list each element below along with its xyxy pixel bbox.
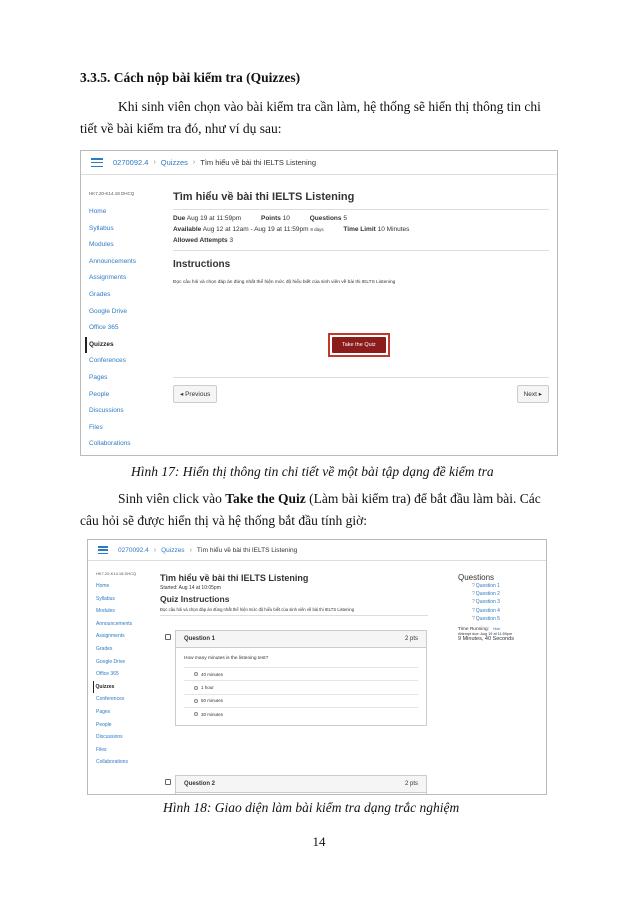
top-bar: [81, 151, 557, 175]
question-link-label: Question 4: [475, 607, 500, 614]
sidebar-item-people[interactable]: People: [96, 721, 112, 728]
sidebar-item-syllabus[interactable]: Syllabus: [89, 224, 114, 232]
course-sidebar: [81, 175, 171, 455]
take-quiz-button[interactable]: Take the Quiz: [332, 337, 386, 353]
question-link[interactable]: [472, 582, 540, 590]
quiz-title: Tìm hiểu về bài thi IELTS Listening: [160, 573, 309, 583]
sidebar-item-announcements[interactable]: Announcements: [96, 620, 133, 627]
quiz-taking-area: [160, 561, 428, 794]
figure-18-caption: Hình 18: Giao diện làm bài kiểm tra dạng trắc nghiệm: [163, 800, 460, 815]
time-running-label: Time Running:: [458, 626, 490, 632]
question-2-header: [176, 776, 426, 793]
started-time: Started: Aug 14 at 10:05pm: [160, 585, 221, 591]
sidebar-item-quizzes[interactable]: Quizzes: [93, 681, 157, 694]
question-2-text: [176, 793, 426, 795]
points-value: 10: [282, 215, 290, 222]
quiz-instructions-text: Đọc câu hỏi và chọn đáp án đúng nhất thể hiện mức độ hiểu biết của sinh viên về bài thi IELTS Listening: [160, 607, 355, 612]
time-limit-label: Time Limit: [343, 226, 376, 233]
paragraph-2-line-2: câu hỏi sẽ được hiển thị và hệ thống bắt đầu tính giờ:: [80, 513, 368, 528]
radio-icon[interactable]: [194, 712, 198, 716]
radio-icon[interactable]: [194, 686, 198, 690]
question-2-name: Question 2: [184, 781, 216, 787]
paragraph-2-line-1: [118, 488, 541, 510]
sidebar-item-people[interactable]: People: [89, 390, 110, 398]
question-link[interactable]: [472, 615, 540, 623]
sidebar-item-pages[interactable]: Pages: [96, 708, 111, 715]
breadcrumb-separator-icon: ›: [189, 546, 192, 554]
due-value: Aug 19 at 11:59pm: [186, 215, 242, 222]
question-status-icon: ?: [472, 599, 475, 606]
attempt-due: Attempt due: Aug 19 at 11:59pm: [458, 631, 513, 636]
figure-18-screenshot: [87, 539, 547, 795]
question-2-card: [175, 775, 427, 795]
question-status-icon: ?: [472, 591, 475, 598]
quiz-meta-row-1: [173, 213, 549, 224]
hide-timer-link[interactable]: Hide: [493, 626, 501, 631]
quiz-meta-row-2: [173, 224, 549, 235]
breadcrumb-course[interactable]: 0270092.4: [118, 546, 149, 554]
quiz-details: [173, 175, 549, 455]
course-code: HK7.20-K14.18 DHCQ: [89, 191, 135, 196]
answer-label: 40 minutes: [201, 671, 224, 677]
sidebar-item-collaborations[interactable]: Collaborations: [96, 759, 128, 766]
flag-question-1-icon[interactable]: [165, 634, 171, 640]
sidebar-item-google-drive[interactable]: Google Drive: [96, 658, 126, 665]
question-link-label: Question 2: [475, 591, 500, 598]
question-link[interactable]: [472, 607, 540, 615]
sidebar-item-google-drive[interactable]: Google Drive: [89, 307, 127, 315]
hamburger-menu-icon[interactable]: [91, 158, 103, 167]
question-1-header: [176, 631, 426, 648]
sidebar-item-assignments[interactable]: Assignments: [89, 274, 127, 282]
sidebar-item-announcements[interactable]: Announcements: [89, 257, 136, 265]
sidebar-item-discussions[interactable]: Discussions: [96, 734, 123, 741]
sidebar-item-grades[interactable]: Grades: [89, 290, 111, 298]
breadcrumb-separator-icon: ›: [153, 546, 157, 554]
available-label: Available: [173, 226, 202, 233]
sidebar-item-conferences[interactable]: Conferences: [89, 357, 126, 365]
sidebar-item-collaborations[interactable]: Collaborations: [89, 440, 131, 448]
sidebar-item-assignments[interactable]: Assignments: [96, 633, 125, 640]
paragraph-1-line-2: tiết về bài kiểm tra đó, như ví dụ sau:: [80, 121, 282, 136]
questions-label: Questions: [309, 215, 342, 222]
timer-value: 9 Minutes, 40 Seconds: [458, 635, 514, 642]
sidebar-item-syllabus[interactable]: Syllabus: [96, 595, 115, 602]
sidebar-item-files[interactable]: Files: [89, 423, 103, 431]
question-status-icon: ?: [472, 607, 475, 614]
answer-option[interactable]: [184, 707, 418, 720]
question-2-points: 2 pts: [404, 781, 418, 787]
sidebar-item-home[interactable]: Home: [89, 208, 107, 215]
answer-label: 1 hour: [201, 684, 214, 690]
time-limit-value: 10 Minutes: [377, 226, 410, 233]
answer-option[interactable]: [184, 680, 418, 693]
paragraph-2-bold: Take the Quiz: [225, 491, 306, 506]
sidebar-item-discussions[interactable]: Discussions: [89, 407, 124, 415]
radio-icon[interactable]: [194, 672, 198, 676]
quiz-meta-row-3: [173, 235, 549, 246]
answer-option[interactable]: [184, 694, 418, 707]
available-value: Aug 12 at 12am - Aug 19 at 11:59pm: [202, 226, 309, 233]
question-1-card: [175, 630, 427, 726]
instructions-text: Đọc câu hỏi và chọn đáp án đúng nhất thể hiện mức độ hiểu biết của sinh viên về bài thi IELTS Listening: [173, 280, 396, 285]
instructions-title: Instructions: [173, 259, 231, 270]
question-1-name: Question 1: [184, 636, 216, 642]
question-link-label: Question 1: [475, 583, 500, 589]
breadcrumb-course[interactable]: 0270092.4: [113, 158, 149, 167]
question-1-points: 2 pts: [404, 636, 418, 642]
sidebar-item-conferences[interactable]: Conferences: [96, 696, 125, 703]
course-code: HK7.20-K14.18 DHCQ: [96, 571, 137, 576]
flag-question-2-icon[interactable]: [165, 779, 171, 785]
paragraph-2-text-pre: Sinh viên click vào: [118, 491, 226, 506]
section-heading: 3.3.5. Cách nộp bài kiểm tra (Quizzes): [80, 70, 301, 85]
allowed-attempts-value: 3: [229, 237, 234, 244]
next-button[interactable]: Next ▸: [517, 385, 549, 403]
sidebar-item-office-365[interactable]: Office 365: [96, 671, 119, 678]
figure-17-caption: Hình 17: Hiển thị thông tin chi tiết về một bài tập dạng đề kiểm tra: [131, 464, 494, 479]
top-bar: [88, 540, 546, 561]
breadcrumb-current: Tìm hiểu về bài thi IELTS Listening: [196, 546, 298, 554]
available-days: 8 days: [310, 227, 324, 232]
sidebar-item-home[interactable]: Home: [96, 583, 110, 589]
previous-button[interactable]: ◂ Previous: [173, 385, 217, 403]
sidebar-item-modules[interactable]: Modules: [89, 241, 114, 249]
questions-panel-title: Questions: [458, 573, 495, 582]
quiz-instructions-title: Quiz Instructions: [160, 594, 230, 604]
hamburger-menu-icon[interactable]: [98, 546, 108, 554]
page-number: 14: [312, 834, 326, 849]
sidebar-item-files[interactable]: Files: [96, 746, 107, 753]
sidebar-item-quizzes[interactable]: Quizzes: [85, 337, 171, 354]
breadcrumb-separator-icon: ›: [192, 159, 196, 166]
questions-value: 5: [343, 215, 347, 222]
radio-icon[interactable]: [194, 699, 198, 703]
breadcrumb-separator-icon: ›: [153, 159, 156, 166]
breadcrumb-quizzes[interactable]: Quizzes: [161, 546, 185, 554]
question-link[interactable]: [472, 598, 540, 606]
breadcrumb-current: Tìm hiểu về bài thi IELTS Listening: [200, 158, 316, 167]
question-link[interactable]: [472, 590, 540, 598]
due-label: Due: [173, 215, 186, 222]
sidebar-item-office-365[interactable]: Office 365: [89, 324, 119, 332]
quiz-title: Tìm hiểu về bài thi IELTS Listening: [173, 191, 355, 203]
figure-17-screenshot: [80, 150, 558, 456]
sidebar-item-modules[interactable]: Modules: [96, 608, 115, 615]
breadcrumb-quizzes[interactable]: Quizzes: [160, 158, 188, 167]
paragraph-1-line-1: Khi sinh viên chọn vào bài kiểm tra cần làm, hệ thống sẽ hiển thị thông tin chi: [118, 99, 541, 114]
question-link-label: Question 3: [475, 599, 500, 606]
answer-label: 50 minutes: [201, 698, 224, 704]
sidebar-item-grades[interactable]: Grades: [96, 645, 113, 652]
allowed-attempts-label: Allowed Attempts: [173, 237, 228, 244]
questions-panel: [458, 561, 540, 794]
points-label: Points: [261, 215, 281, 222]
answer-option[interactable]: [184, 667, 418, 680]
paragraph-2-text-post: (Làm bài kiểm tra) để bắt đầu làm bài. Các: [305, 491, 541, 506]
take-quiz-highlight: [328, 333, 390, 357]
answer-label: 30 minutes: [201, 711, 224, 717]
question-1-text: How many minutes is the listening test?: [184, 656, 269, 661]
course-sidebar: [88, 561, 156, 794]
question-link-label: Question 5: [475, 615, 500, 622]
question-status-icon: ?: [472, 583, 475, 589]
sidebar-item-pages[interactable]: Pages: [89, 373, 108, 381]
question-status-icon: ?: [472, 615, 475, 622]
